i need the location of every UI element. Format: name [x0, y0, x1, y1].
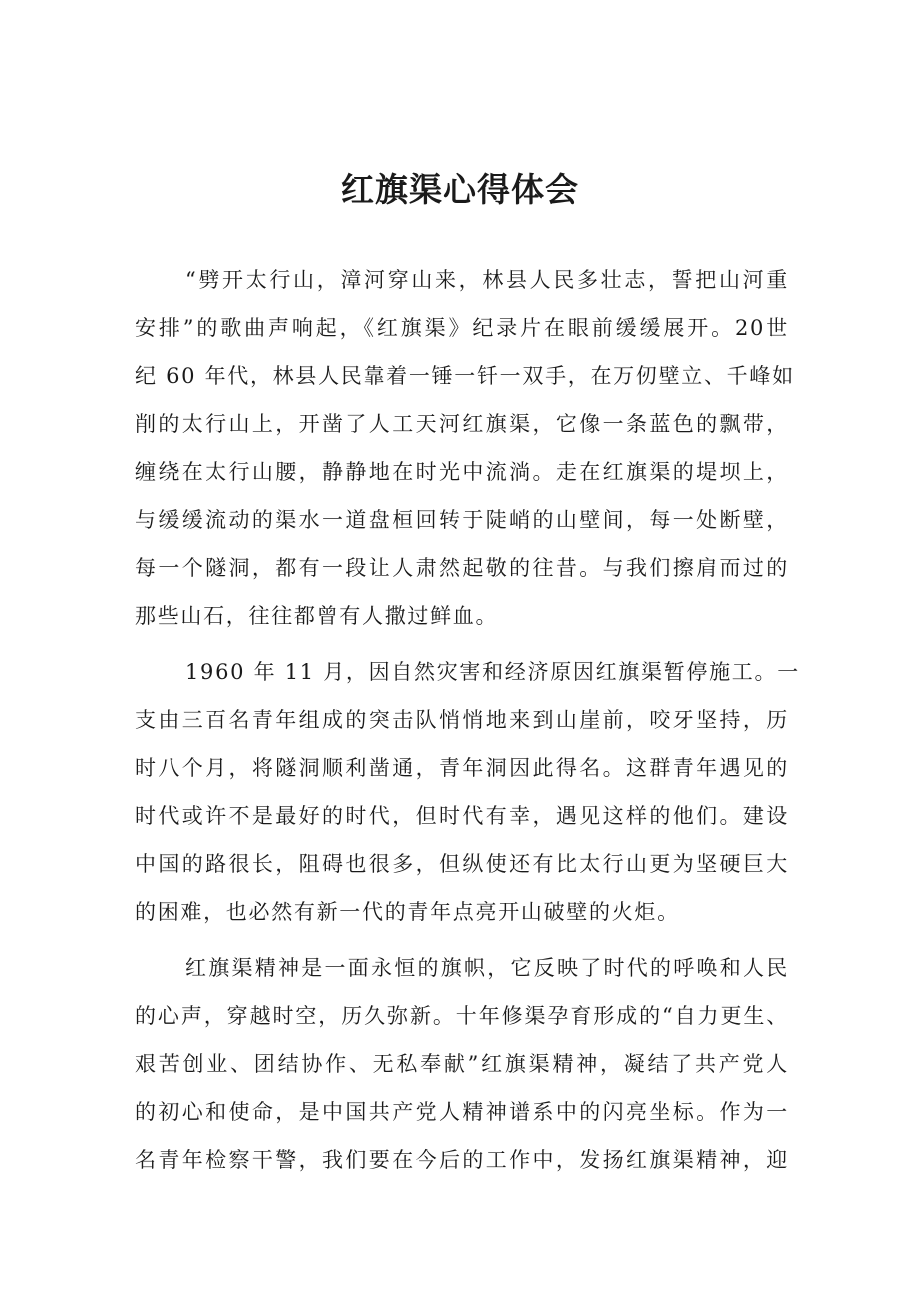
- text-line: 的心声，穿越时空，历久弥新。十年修渠孕育形成的“自力更生、: [135, 1004, 789, 1028]
- paragraph-1: [135, 256, 795, 640]
- text-line: 每一个隧洞，都有一段让人肃然起敬的往昔。与我们擦肩而过的: [135, 556, 789, 580]
- text-line: 时八个月，将隧洞顺利凿通，青年洞因此得名。这群青年遇见的: [135, 756, 789, 780]
- document-title: 红旗渠心得体会: [341, 170, 579, 209]
- text-line: 与缓缓流动的渠水一道盘桓回转于陡峭的山壁间，每一处断壁，: [135, 508, 789, 532]
- text-line: 1960 年 11 月，因自然灾害和经济原因红旗渠暂停施工。一: [185, 660, 800, 684]
- text-line: 缠绕在太行山腰，静静地在时光中流淌。走在红旗渠的堤坝上，: [135, 460, 789, 484]
- text-line: 中国的路很长，阻碍也很多，但纵使还有比太行山更为坚硬巨大: [135, 852, 789, 876]
- text-line: 纪 60 年代，林县人民靠着一锤一钎一双手，在万仞壁立、千峰如: [135, 364, 795, 388]
- text-line: “劈开太行山，漳河穿山来，林县人民多壮志，誓把山河重: [185, 268, 789, 292]
- text-line: 那些山石，往往都曾有人撒过鲜血。: [135, 604, 499, 628]
- text-line: 安排”的歌曲声响起，《红旗渠》纪录片在眼前缓缓展开。20世: [135, 316, 789, 340]
- document-body: [135, 256, 800, 1192]
- text-line: 名青年检察干警，我们要在今后的工作中，发扬红旗渠精神，迎: [135, 1148, 789, 1172]
- text-line: 的初心和使命，是中国共产党人精神谱系中的闪亮坐标。作为一: [135, 1100, 789, 1124]
- text-line: 艰苦创业、团结协作、无私奉献”红旗渠精神，凝结了共产党人: [135, 1052, 789, 1076]
- text-line: 时代或许不是最好的时代，但时代有幸，遇见这样的他们。建设: [135, 804, 789, 828]
- text-line: 支由三百名青年组成的突击队悄悄地来到山崖前，咬牙坚持，历: [135, 708, 789, 732]
- paragraph-3: [135, 944, 789, 1184]
- text-line: 削的太行山上，开凿了人工天河红旗渠，它像一条蓝色的飘带，: [135, 412, 789, 436]
- paragraph-2: [135, 648, 800, 936]
- text-line: 的困难，也必然有新一代的青年点亮开山破壁的火炬。: [135, 900, 680, 924]
- text-line: 红旗渠精神是一面永恒的旗帜，它反映了时代的呼唤和人民: [185, 956, 789, 980]
